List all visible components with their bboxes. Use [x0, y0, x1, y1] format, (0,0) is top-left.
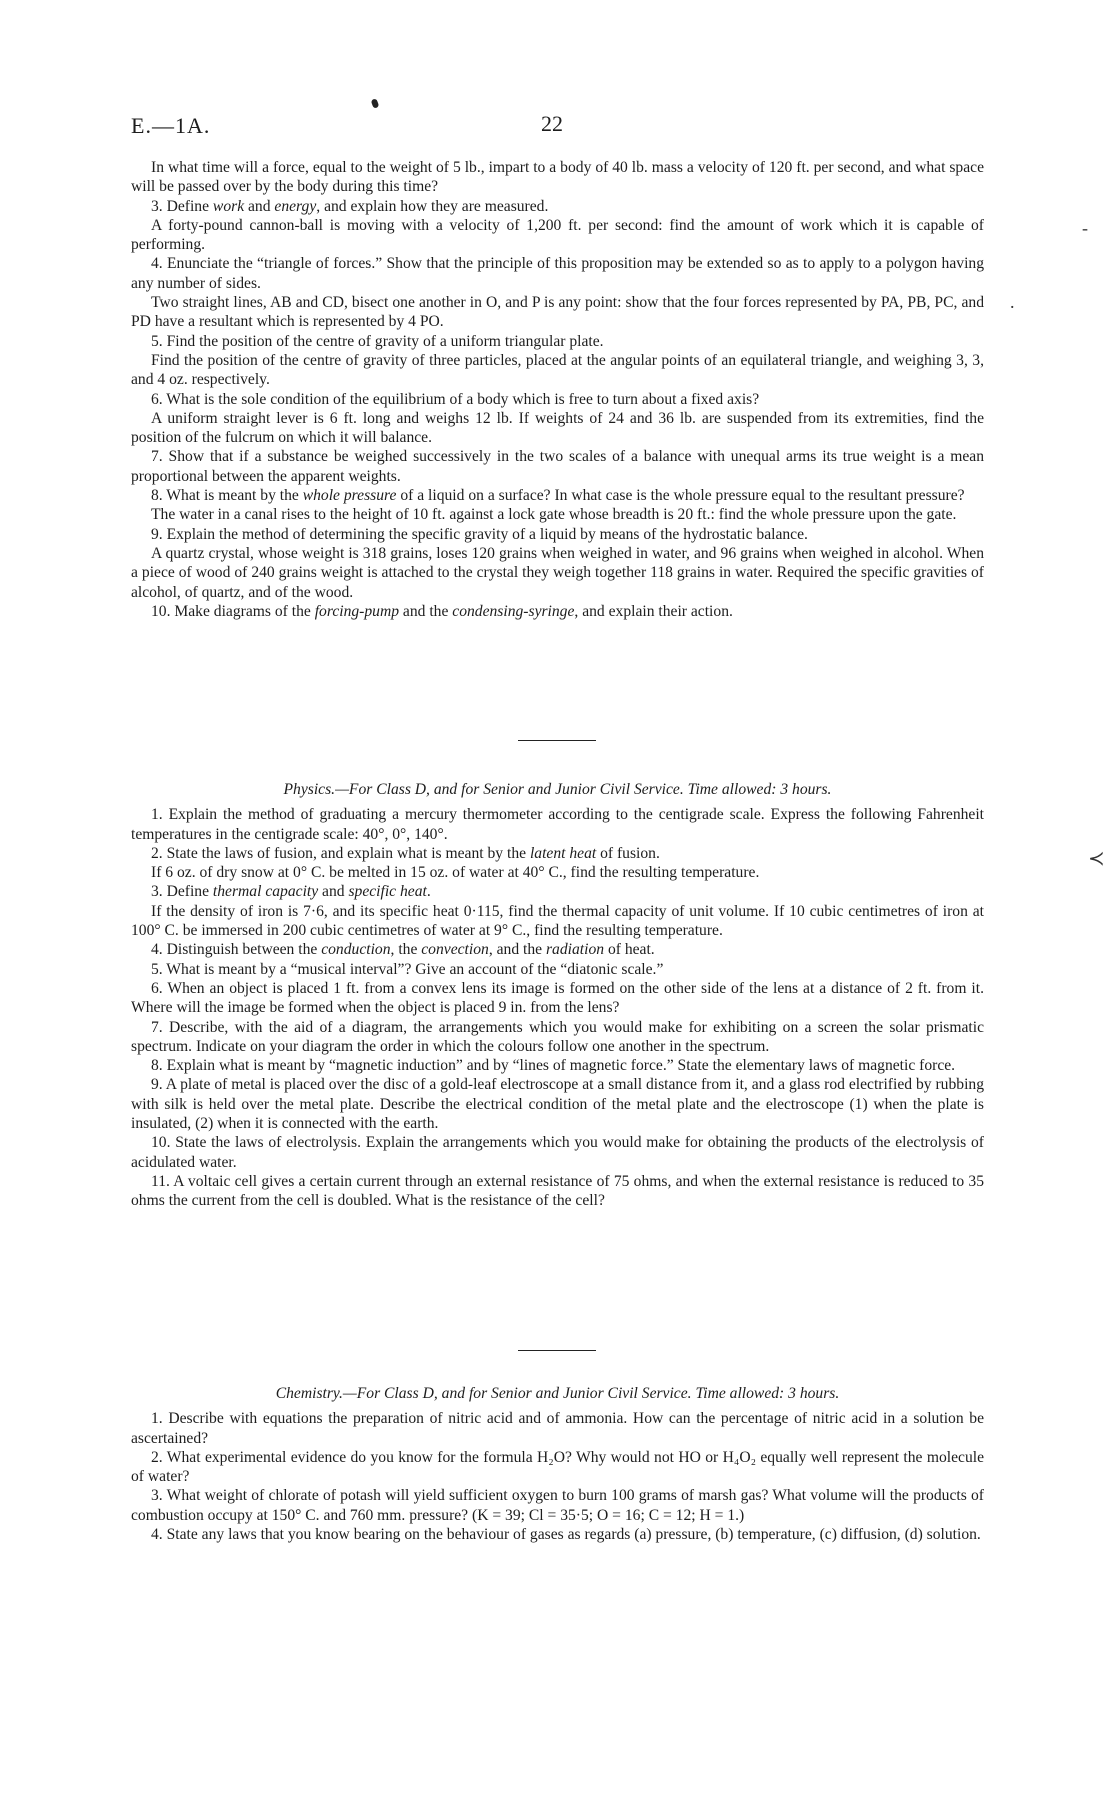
- question-paragraph: 6. What is the sole condition of the equilibrium of a body which is free to turn about a fixed axis?: [151, 390, 760, 408]
- question-paragraph: If 6 oz. of dry snow at 0° C. be melted in 15 oz. of water at 40° C., find the resulting temperature.: [151, 864, 760, 882]
- question-paragraph: Two straight lines, AB and CD, bisect one another in O, and P is any point: show that the four forces represented by PA, PB, PC, and PD have a resultant which is represented by 4 PO.: [131, 294, 984, 331]
- margin-mark: -: [1082, 218, 1088, 238]
- chemistry-heading: Chemistry.—For Class D, and for Senior and Junior Civil Service. Time allowed: 3 hours.: [275, 1385, 840, 1402]
- question-paragraph: 7. Describe, with the aid of a diagram, the arrangements which you would make for exhibiting on a screen the solar prismatic spectrum. Indicate on your diagram the order in which the colours follow one another in the spectrum.: [131, 1018, 984, 1055]
- chemistry-section: [131, 1384, 984, 1544]
- question-paragraph: 3. What weight of chlorate of potash will yield sufficient oxygen to burn 100 grams of marsh gas? What volume will the products of combustion occupy at 150° C. and 760 mm. pressure? (K = 39; Cl = 35·5; O = 16; C = 12; H = 1.): [131, 1487, 984, 1524]
- page-number: 22: [541, 111, 563, 136]
- question-paragraph: 3. Define work and energy, and explain how they are measured.: [151, 197, 549, 215]
- question-paragraph: 8. What is meant by the whole pressure of a liquid on a surface? In what case is the whole pressure equal to the resultant pressure?: [151, 487, 965, 505]
- section-divider: [518, 1350, 596, 1351]
- question-paragraph: 9. A plate of metal is placed over the disc of a gold-leaf electroscope at a small distance from it, and a glass rod electrified by rubbing with silk is held over the metal plate. Describe the electrical condition of the metal plate and the electroscope (1) when the plate is insulated, (2) when it is connected with the earth.: [131, 1076, 984, 1133]
- question-paragraph: 3. Define thermal capacity and specific heat.: [151, 883, 431, 901]
- ink-speck: [371, 98, 380, 109]
- question-paragraph: 4. State any laws that you know bearing on the behaviour of gases as regards (a) pressure, (b) temperature, (c) diffusion, (d) solution.: [151, 1526, 981, 1544]
- margin-mark: ≺: [1088, 848, 1105, 870]
- question-paragraph: 1. Explain the method of graduating a mercury thermometer according to the centigrade scale. Express the following Fahrenheit temperatures in the centigrade scale: 40°, 0°, 140°.: [131, 806, 984, 843]
- mechanics-questions: [131, 158, 984, 621]
- question-paragraph: A uniform straight lever is 6 ft. long and weighs 12 lb. If weights of 24 and 36 lb. are suspended from its extremities, find the position of the fulcrum on which it will balance.: [131, 409, 984, 447]
- question-paragraph: 10. Make diagrams of the forcing-pump and the condensing-syringe, and explain their action.: [151, 602, 733, 620]
- question-paragraph: 6. When an object is placed 1 ft. from a convex lens its image is formed on the other side of the lens at a distance of 2 ft. from it. Where will the image be formed when the object is placed 9 in. from the lens?: [131, 979, 984, 1017]
- question-paragraph: 5. Find the position of the centre of gravity of a uniform triangular plate.: [151, 332, 604, 350]
- question-paragraph: 8. Explain what is meant by “magnetic induction” and by “lines of magnetic force.” State the elementary laws of magnetic force.: [151, 1057, 956, 1075]
- question-paragraph: 10. State the laws of electrolysis. Explain the arrangements which you would make for obtaining the products of the electrolysis of acidulated water.: [131, 1134, 984, 1171]
- question-paragraph: 7. Show that if a substance be weighed successively in the two scales of a balance with unequal arms its true weight is a mean proportional between the apparent weights.: [131, 448, 984, 485]
- physics-heading: Physics.—For Class D, and for Senior and Junior Civil Service. Time allowed: 3 hours.: [283, 781, 832, 798]
- question-paragraph: 11. A voltaic cell gives a certain current through an external resistance of 75 ohms, and when the external resistance is reduced to 35 ohms the current from the cell is doubled. What is the resistance of the cell?: [131, 1172, 984, 1210]
- question-paragraph: 4. Enunciate the “triangle of forces.” Show that the principle of this proposition may be extended so as to apply to a polygon having any number of sides.: [131, 255, 984, 292]
- question-paragraph: In what time will a force, equal to the weight of 5 lb., impart to a body of 40 lb. mass a velocity of 120 ft. per second, and what space will be passed over by the body during this time?: [131, 159, 984, 196]
- question-paragraph: 5. What is meant by a “musical interval”? Give an account of the “diatonic scale.”: [151, 960, 664, 978]
- question-paragraph: The water in a canal rises to the height of 10 ft. against a lock gate whose breadth is 20 ft.: find the whole pressure upon the gate.: [151, 506, 957, 524]
- section-divider: [518, 740, 596, 741]
- question-paragraph: 2. What experimental evidence do you know for the formula H₂O? Why would not HO or H₄O₂ equally well represent the molecule of water?: [131, 1448, 984, 1486]
- physics-questions: [131, 805, 984, 1210]
- question-paragraph: 9. Explain the method of determining the specific gravity of a liquid by means of the hydrostatic balance.: [151, 525, 808, 543]
- question-paragraph: Find the position of the centre of gravity of three particles, placed at the angular points of an equilateral triangle, and weighing 3, 3, and 4 oz. respectively.: [131, 351, 984, 389]
- chemistry-questions: [131, 1409, 984, 1544]
- document-reference: E.—1A.: [131, 113, 211, 138]
- margin-mark: .: [1010, 292, 1015, 312]
- question-paragraph: 2. State the laws of fusion, and explain what is meant by the latent heat of fusion.: [151, 844, 660, 862]
- question-paragraph: A forty-pound cannon-ball is moving with a velocity of 1,200 ft. per second: find the amount of work which it is capable of performing.: [131, 216, 984, 254]
- physics-section: [131, 780, 984, 1211]
- question-paragraph: 4. Distinguish between the conduction, the convection, and the radiation of heat.: [151, 941, 655, 959]
- question-paragraph: A quartz crystal, whose weight is 318 grains, loses 120 grains when weighed in water, and 96 grains when weighed in alcohol. When a piece of wood of 240 grains weight is attached to the crystal they weigh together 118 grains in water. Required the specific gravities of alcohol, of quartz, and of the wood.: [131, 544, 984, 601]
- question-paragraph: If the density of iron is 7·6, and its specific heat 0·115, find the thermal capacity of unit volume. If 10 cubic centimetres of iron at 100° C. be immersed in 200 cubic centimetres of water at 9° C., find the resulting temperature.: [131, 902, 984, 940]
- question-paragraph: 1. Describe with equations the preparation of nitric acid and of ammonia. How can the percentage of nitric acid in a solution be ascertained?: [131, 1410, 984, 1447]
